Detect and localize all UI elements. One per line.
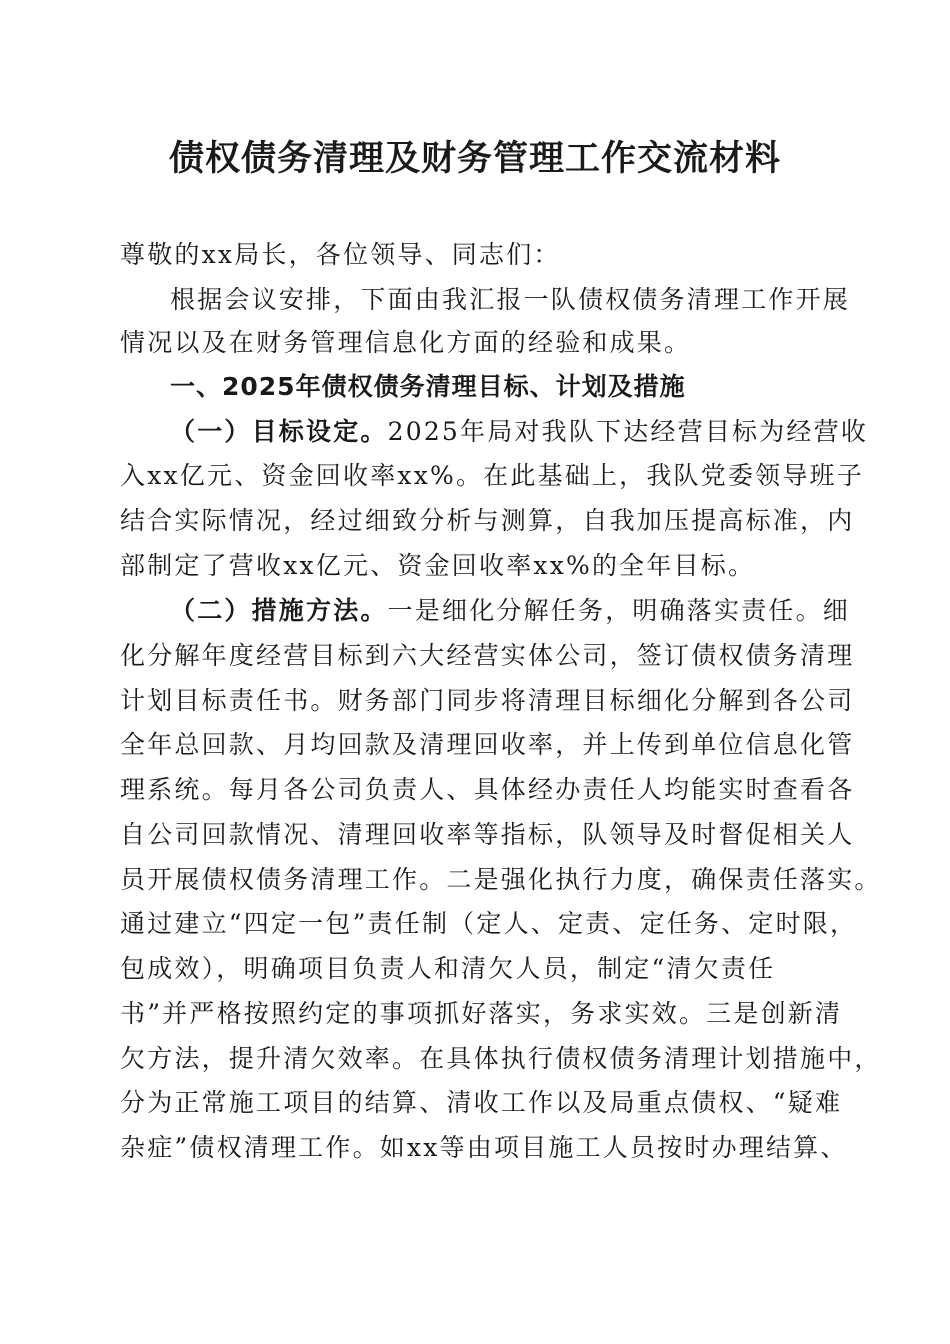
sub-1-label: （一）目标设定。 [170,417,388,446]
sub-2-line-6: 自公司回款情况、清理回收率等指标，队领导及时督促相关人 [120,820,855,849]
sub-2-line-10: 书”并严格按照约定的事项抓好落实，务求实效。三是创新清 [120,999,843,1028]
sub-2-line-3: 计划目标责任书。财务部门同步将清理目标细化分解到各公司 [120,686,855,715]
sub-2-line-8: 通过建立“四定一包”责任制（定人、定责、定任务、定时限， [120,909,858,938]
document-title: 债权债务清理及财务管理工作交流材料 [168,138,781,179]
sub-2-line-2: 化分解年度经营目标到六大经营实体公司，签订债权债务清理 [120,641,855,670]
sub-2-line-4: 全年总回款、月均回款及清理回收率，并上传到单位信息化管 [120,730,855,759]
sub-2-line-5: 理系统。每月各公司负责人、具体经办责任人均能实时查看各 [120,775,855,804]
sub-2-text: 一是细化分解任务，明确落实责任。细 [387,596,851,625]
salutation: 尊敬的xx局长，各位领导、同志们： [120,240,561,269]
sub-1-line-3: 结合实际情况，经过细致分析与测算，自我加压提高标准，内 [120,506,855,535]
sub-2-line-7: 员开展债权债务清理工作。二是强化执行力度，确保责任落实。 [120,865,882,894]
sub-1-line-4: 部制定了营收xx亿元、资金回收率xx%的全年目标。 [120,551,756,580]
sub-1-text: 2025年局对我队下达经营目标为经营收 [387,417,869,446]
sub-1-first-line [170,412,868,452]
sub-2-line-13: 杂症”债权清理工作。如xx等由项目施工人员按时办理结算、 [120,1133,848,1162]
intro-line-1: 根据会议安排，下面由我汇报一队债权债务清理工作开展 [170,285,851,314]
sub-2-label: （二）措施方法。 [170,596,388,625]
section-1-heading: 一、2025年债权债务清理目标、计划及措施 [170,372,686,401]
sub-2-line-9: 包成效），明确项目负责人和清欠人员，制定“清欠责任 [120,954,776,983]
sub-2-line-11: 欠方法，提升清欠效率。在具体执行债权债务清理计划措施中， [120,1044,882,1073]
sub-1-line-2: 入xx亿元、资金回收率xx%。在此基础上，我队党委领导班子 [120,461,864,490]
intro-line-2: 情况以及在财务管理信息化方面的经验和成果。 [120,328,692,357]
sub-2-line-12: 分为正常施工项目的结算、清收工作以及局重点债权、“疑难 [120,1088,843,1117]
sub-2-first-line [170,591,850,631]
